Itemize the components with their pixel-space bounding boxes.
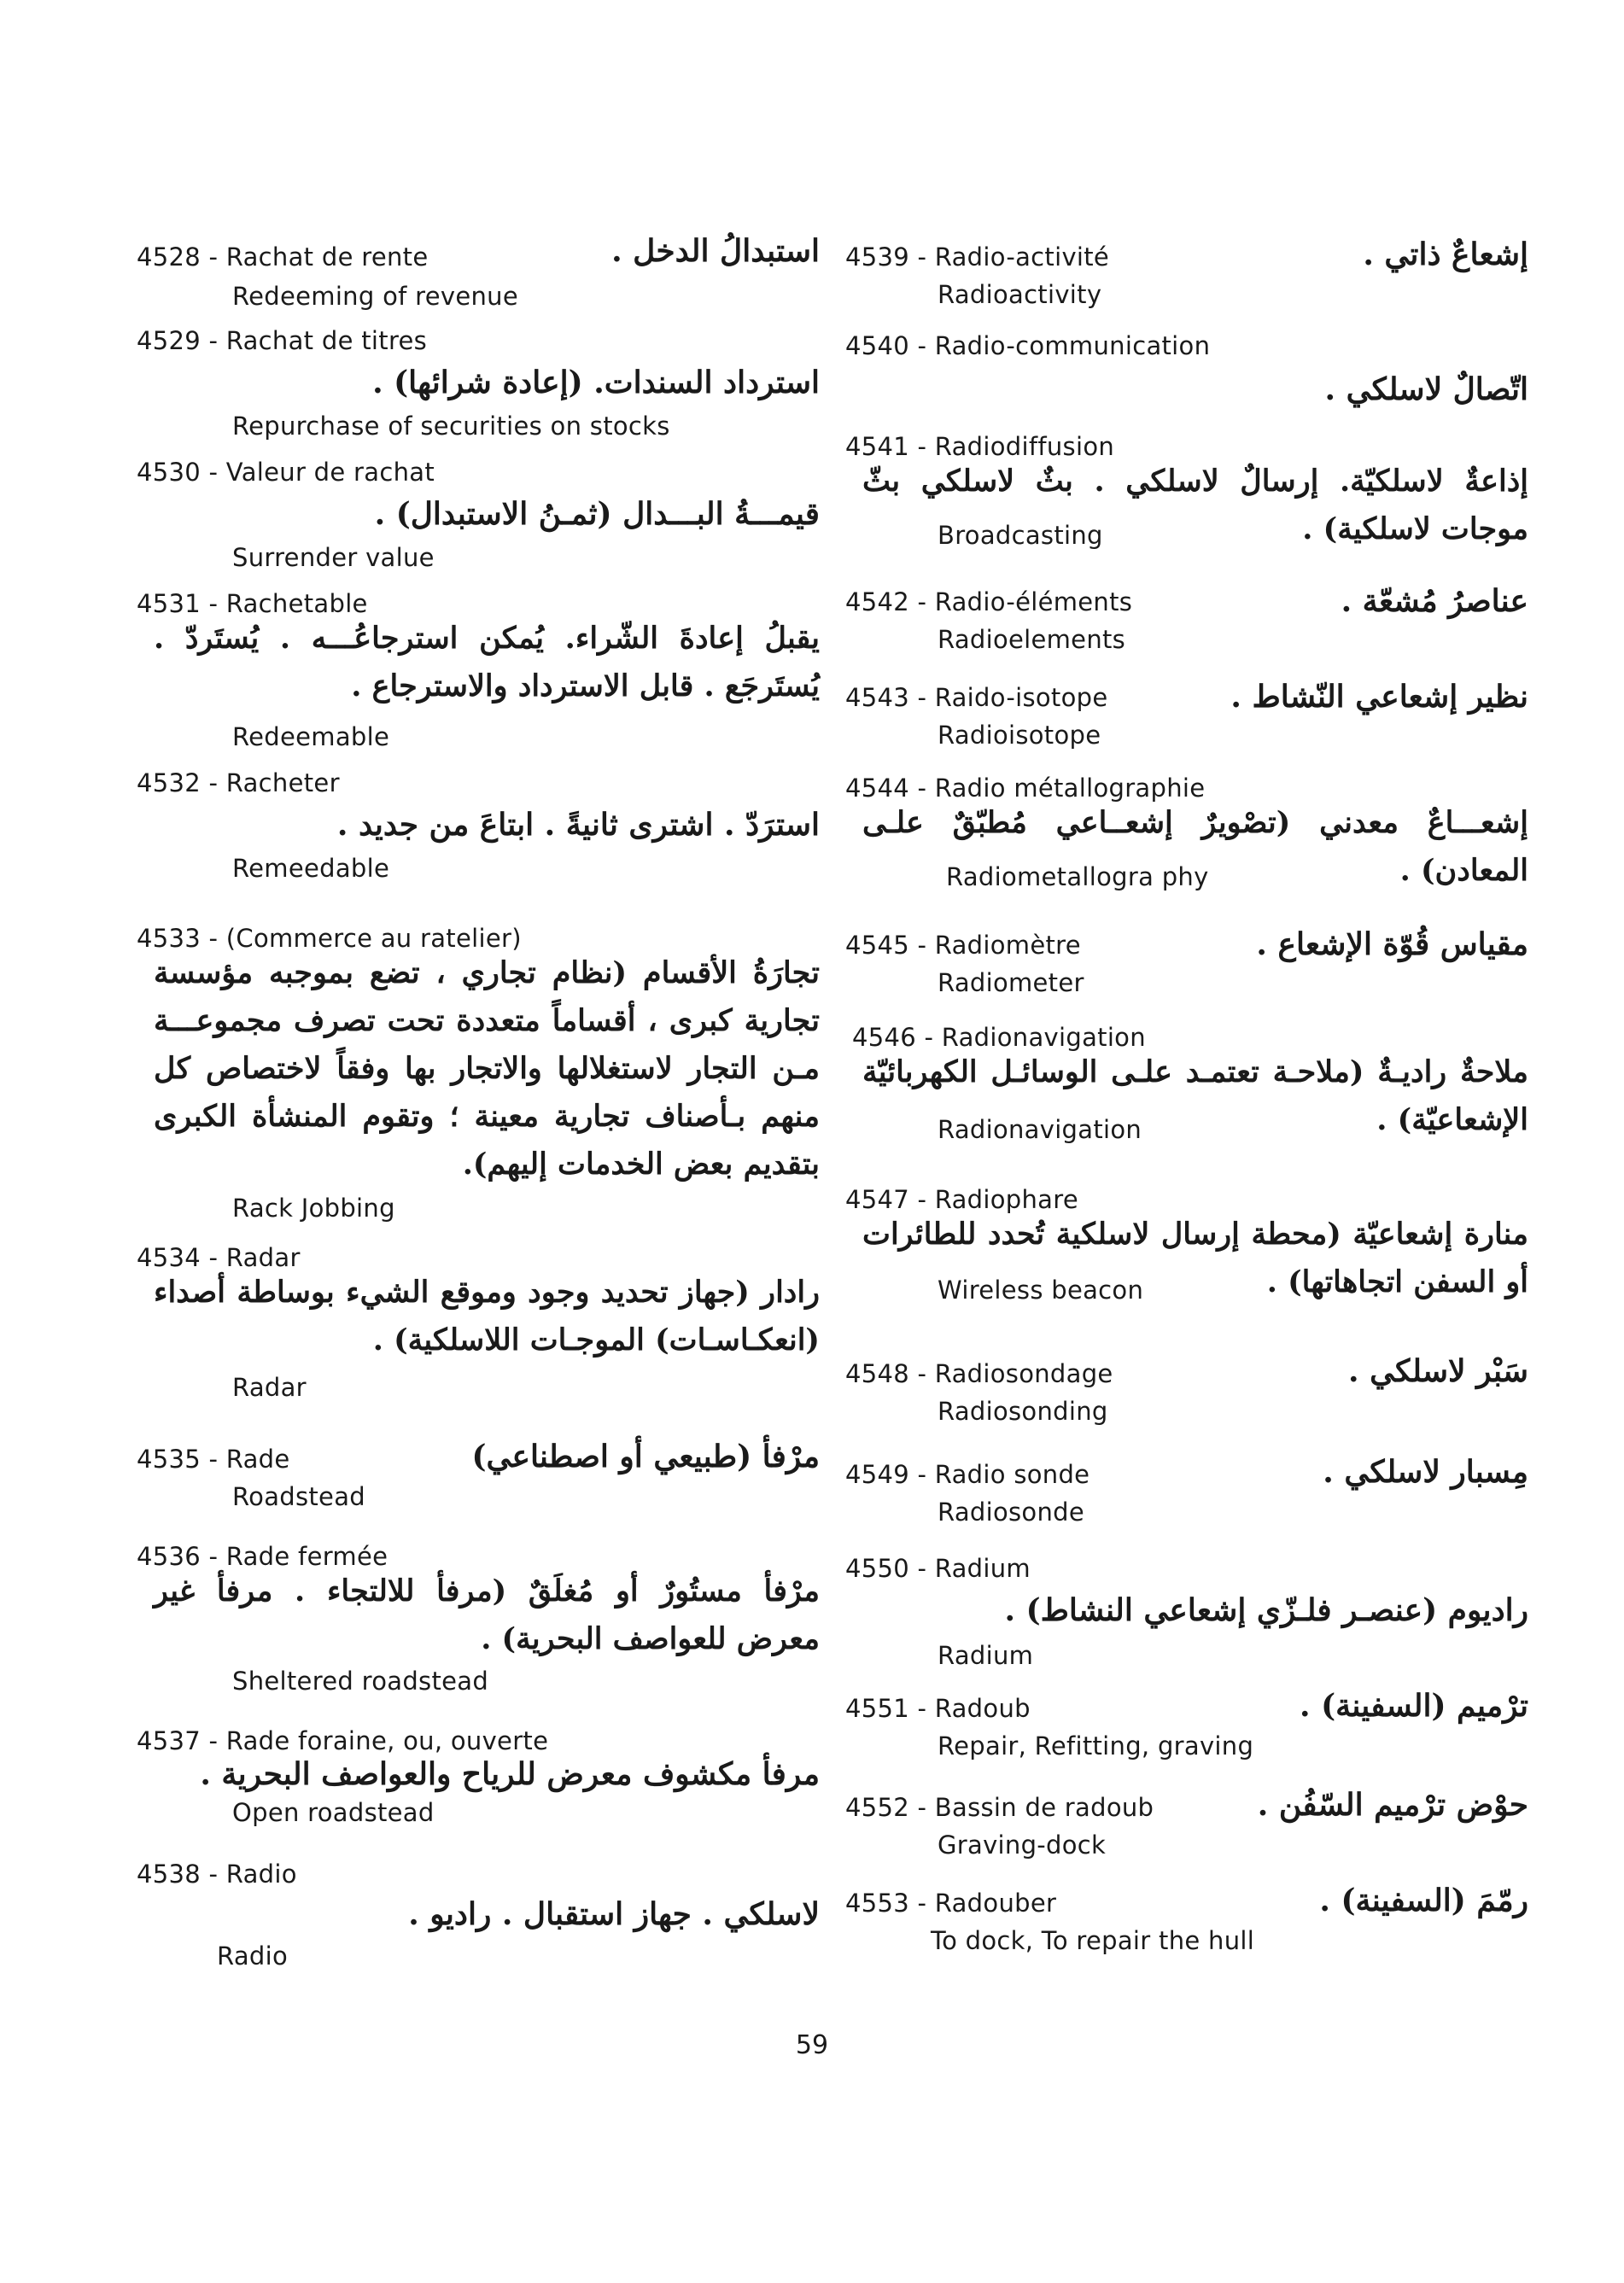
entry-arabic-translation: سَبْر لاسلكي .: [1348, 1353, 1528, 1389]
entry-arabic-translation: استرداد السندات. (إعادة شرائها) .: [372, 365, 820, 400]
entry-english-term: Radiosonding: [938, 1397, 1108, 1426]
entry-french-term: 4528 - Rachat de rente: [137, 242, 429, 272]
entry-english-term: Wireless beacon: [938, 1276, 1144, 1305]
entry-english-term: Radioisotope: [938, 721, 1101, 750]
entry-french-term: 4549 - Radio sonde: [845, 1460, 1090, 1489]
entry-french-term: 4542 - Radio-éléments: [845, 587, 1133, 616]
entry-arabic-translation: منارة إشعاعيّة (محطة إرسال لاسلكية تُحدد للطائرات أو السفن اتجاهاتها) .: [862, 1217, 1528, 1299]
entry-arabic-translation: مِسبار لاسلكي .: [1323, 1454, 1528, 1490]
entry-english-term: Radioactivity: [938, 280, 1102, 309]
entry-french-term: 4537 - Rade foraine, ou, ouverte: [137, 1726, 549, 1755]
entry-arabic-translation: نظير إشعاعي النّشاط .: [1230, 679, 1528, 715]
entry-arabic-translation: لاسلكي . جهاز استقبال . راديو .: [408, 1896, 820, 1932]
entry-french-term: 4535 - Rade: [137, 1445, 290, 1474]
entry-arabic-translation: قيمـــةُ البـــدال (ثمـنُ الاستبدال) .: [374, 496, 820, 532]
entry-french-term: 4540 - Radio-communication: [845, 331, 1211, 360]
entry-english-term: Surrender value: [232, 543, 435, 572]
entry-english-term: Remeedable: [232, 854, 390, 883]
entry-arabic-translation: رمّمَ (السفينة) .: [1319, 1883, 1528, 1918]
entry-french-term: 4544 - Radio métallographie: [845, 774, 1206, 803]
entry-arabic-translation: مقياس قُوّة الإشعاع .: [1256, 926, 1528, 962]
entry-arabic-translation: ملاحةٌ راديـةٌ (ملاحـة تعتمـد علـى الوسائـل الكهربائيّة الإشعاعيّة) .: [862, 1054, 1528, 1137]
entry-french-term: 4547 - Radiophare: [845, 1185, 1078, 1214]
entry-french-term: 4536 - Rade fermée: [137, 1542, 388, 1571]
entry-english-term: Radium: [938, 1641, 1034, 1670]
entry-english-term: Radiometallogra phy: [946, 862, 1209, 891]
entry-arabic-translation: إشعـــاعٌ معدني (تصْويرٌ إشعــاعي مُطبّقٌ علـى المعادن) .: [862, 805, 1528, 888]
entry-english-term: Radar: [232, 1373, 307, 1402]
page-number: 59: [795, 2030, 829, 2060]
entry-french-term: 4546 - Radionavigation: [852, 1023, 1146, 1052]
entry-arabic-translation: مرْفأ مستُورٌ أو مُغلَقٌ (مرفأ للالتجاء . مرفأ غير معرض للعواصف البحرية) .: [154, 1574, 820, 1656]
entry-arabic-translation: عناصرُ مُشعّة .: [1341, 583, 1528, 619]
entry-english-term: Graving-dock: [938, 1830, 1107, 1860]
entry-english-term: Radiosonde: [938, 1498, 1084, 1527]
entry-french-term: 4543 - Raido-isotope: [845, 683, 1108, 712]
entry-arabic-translation: مرْفأ (طبيعي أو اصطناعي): [471, 1439, 820, 1474]
entry-english-term: Radiometer: [938, 968, 1084, 997]
entry-english-term: Repurchase of securities on stocks: [232, 412, 670, 441]
entry-french-term: 4541 - Radiodiffusion: [845, 432, 1115, 461]
entry-english-term: Redeeming of revenue: [232, 282, 518, 311]
entry-arabic-translation: مرفأ مكشوف معرض للرياح والعواصف البحرية .: [200, 1756, 820, 1792]
entry-arabic-translation: يقبلُ إعادةَ الشّراء. يُمكن استرجاعُـــه . يُستَردّ . يُستَرجَع . قابل الاسترداد والاسترجاع .: [154, 621, 820, 704]
entry-arabic-translation: حوْض ترْميم السّفُن .: [1257, 1787, 1528, 1823]
entry-french-term: 4533 - (Commerce au ratelier): [137, 924, 522, 953]
entry-arabic-translation: ترْميم (السفينة) .: [1300, 1688, 1528, 1724]
entry-english-term: Sheltered roadstead: [232, 1667, 489, 1696]
entry-french-term: 4534 - Radar: [137, 1243, 301, 1272]
entry-english-term: Open roadstead: [232, 1798, 435, 1827]
entry-arabic-translation: رادار (جهاز تحديد وجود وموقع الشيء بوساطة أصداء (انعكـاسـات) الموجـات اللاسلكية) .: [154, 1275, 820, 1358]
entry-english-term: Broadcasting: [938, 521, 1103, 550]
entry-french-term: 4553 - Radouber: [845, 1889, 1057, 1918]
entry-french-term: 4531 - Rachetable: [137, 589, 368, 618]
entry-arabic-translation: استرَدّ . اشترى ثانيةً . ابتاعَ من جديد .: [336, 807, 820, 843]
entry-arabic-translation: راديوم (عنصـر فلـزّي إشعاعي النشاط) .: [1004, 1592, 1528, 1628]
entry-arabic-translation: إذاعةٌ لاسلكيّة. إرسالٌ لاسلكي . بثٌ لاسلكي بثّ موجات لاسلكية) .: [862, 464, 1529, 546]
entry-french-term: 4551 - Radoub: [845, 1694, 1031, 1723]
entry-french-term: 4552 - Bassin de radoub: [845, 1793, 1154, 1822]
entry-arabic-translation: اتّصالٌ لاسلكي .: [1324, 371, 1528, 407]
entry-english-term: Radio: [217, 1941, 288, 1971]
entry-english-term: Radionavigation: [938, 1115, 1142, 1144]
entry-french-term: 4532 - Racheter: [137, 768, 340, 797]
entry-french-term: 4529 - Rachat de titres: [137, 326, 428, 355]
entry-arabic-translation: تجارَةُ الأقسام (نظام تجاري ، تضع بموجبه مؤسسة تجارية كبرى ، أقساماً متعددة تحت تصرف مجموعـــة مـن التجار لاستغلالها والاتجار بها وفقاً لاختصاص كل منهم بـأصناف تجارية معينة ؛ وتقوم المنشأة الكبرى بتقديم بعض الخدمات إليهم).: [154, 955, 820, 1182]
entry-french-term: 4548 - Radiosondage: [845, 1359, 1113, 1388]
entry-english-term: Repair, Refitting, graving: [938, 1731, 1254, 1760]
entry-english-term: To dock, To repair the hull: [931, 1926, 1255, 1955]
entry-french-term: 4545 - Radiomètre: [845, 931, 1081, 960]
entry-english-term: Rack Jobbing: [232, 1194, 395, 1223]
entry-english-term: Radioelements: [938, 625, 1126, 654]
entry-french-term: 4538 - Radio: [137, 1860, 297, 1889]
entry-french-term: 4550 - Radium: [845, 1554, 1031, 1583]
entry-english-term: Redeemable: [232, 722, 390, 751]
entry-french-term: 4539 - Radio-activité: [845, 242, 1110, 272]
entry-arabic-translation: إشعاعٌ ذاتي .: [1363, 236, 1528, 272]
entry-arabic-translation: استبدالُ الدخل .: [611, 233, 820, 269]
entry-french-term: 4530 - Valeur de rachat: [137, 458, 435, 487]
entry-english-term: Roadstead: [232, 1482, 365, 1511]
